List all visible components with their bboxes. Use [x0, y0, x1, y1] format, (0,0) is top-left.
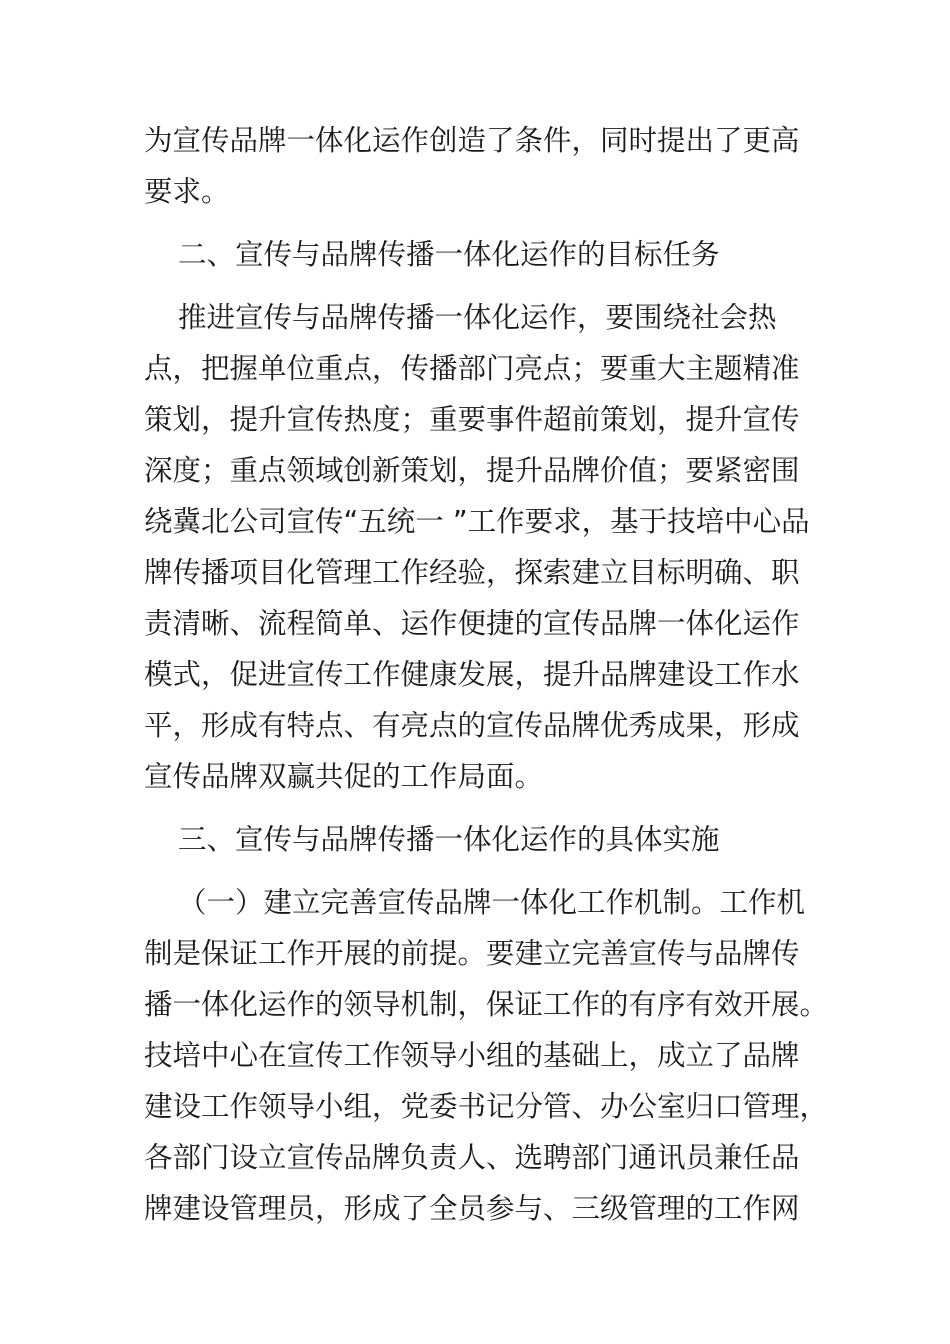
text-line: 策划，提升宣传热度；重要事件超前策划，提升宣传 [144, 403, 800, 436]
text-line: 要求。 [144, 175, 230, 208]
section-heading: 三、宣传与品牌传播一体化运作的具体实施 [178, 823, 720, 856]
section-heading: 二、宣传与品牌传播一体化运作的目标任务 [178, 238, 720, 271]
text-line: 牌传播项目化管理工作经验，探索建立目标明确、职 [144, 556, 800, 589]
text-line: 技培中心在宣传工作领导小组的基础上，成立了品牌 [144, 1039, 800, 1072]
text-line: 建设工作领导小组，党委书记分管、办公室归口管理， [144, 1090, 829, 1123]
text-line: 责清晰、流程简单、运作便捷的宣传品牌一体化运作 [144, 607, 800, 640]
text-line: 为宣传品牌一体化运作创造了条件，同时提出了更高 [144, 124, 800, 157]
text-line: 绕冀北公司宣传“五统一 ”工作要求，基于技培中心品 [144, 505, 810, 538]
text-line: 牌建设管理员，形成了全员参与、三级管理的工作网 [144, 1192, 800, 1225]
text-line: 模式，促进宣传工作健康发展，提升品牌建设工作水 [144, 658, 800, 691]
text-line: 制是保证工作开展的前提。要建立完善宣传与品牌传 [144, 937, 800, 970]
text-line: 推进宣传与品牌传播一体化运作，要围绕社会热 [178, 301, 777, 334]
text-line: 各部门设立宣传品牌负责人、选聘部门通讯员兼任品 [144, 1141, 800, 1174]
text-line: 深度；重点领域创新策划，提升品牌价值；要紧密围 [144, 454, 800, 487]
text-line: 播一体化运作的领导机制，保证工作的有序有效开展。 [144, 988, 829, 1021]
text-line: 点，把握单位重点，传播部门亮点；要重大主题精准 [144, 352, 800, 385]
text-line: （一）建立完善宣传品牌一体化工作机制。工作机 [178, 886, 806, 919]
text-line: 宣传品牌双赢共促的工作局面。 [144, 760, 544, 793]
text-line: 平，形成有特点、有亮点的宣传品牌优秀成果，形成 [144, 709, 800, 742]
